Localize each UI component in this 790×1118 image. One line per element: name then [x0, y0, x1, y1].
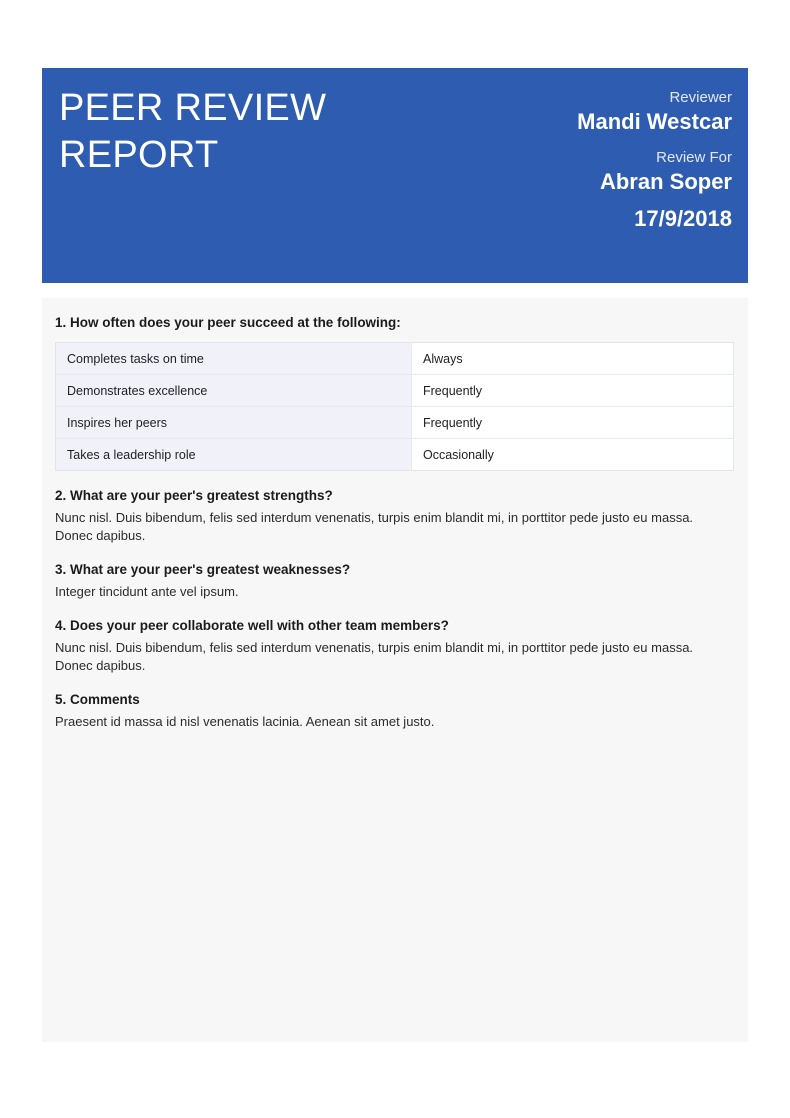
rating-value: Occasionally	[412, 439, 734, 471]
report-body-panel	[42, 298, 748, 1042]
question-heading: 4. Does your peer collaborate well with other team members?	[55, 618, 449, 633]
question-block-2	[55, 487, 732, 545]
question-block-5	[55, 691, 732, 731]
question-heading: 2. What are your peer's greatest strengths?	[55, 488, 333, 503]
question-answer: Nunc nisl. Duis bibendum, felis sed interdum venenatis, turpis enim blandit mi, in porttitor pede justo eu massa. Donec dapibus.	[55, 640, 694, 673]
reviewer-name: Mandi Westcar	[577, 109, 732, 134]
review-date: 17/9/2018	[634, 206, 732, 231]
review-for-name: Abran Soper	[599, 169, 732, 194]
report-header-banner	[42, 68, 748, 283]
rating-criterion-label: Demonstrates excellence	[56, 375, 412, 407]
page-title-line-1: PEER REVIEW	[59, 87, 327, 129]
question-heading: 5. Comments	[55, 692, 140, 707]
question-answer: Praesent id massa id nisl venenatis lacinia. Aenean sit amet justo.	[55, 714, 435, 729]
rating-value: Frequently	[412, 375, 734, 407]
question-answer: Integer tincidunt ante vel ipsum.	[55, 584, 239, 599]
page-title	[42, 68, 326, 283]
question-heading: 1. How often does your peer succeed at the following:	[55, 315, 401, 330]
question-block-3	[55, 561, 732, 601]
table-row	[56, 439, 734, 471]
rating-value: Always	[412, 343, 734, 375]
rating-criterion-label: Inspires her peers	[56, 407, 412, 439]
table-row	[56, 343, 734, 375]
rating-value: Frequently	[412, 407, 734, 439]
question-heading: 3. What are your peer's greatest weaknesses?	[55, 562, 351, 577]
rating-table	[55, 342, 734, 471]
rating-criterion-label: Takes a leadership role	[56, 439, 412, 471]
rating-criterion-label: Completes tasks on time	[56, 343, 412, 375]
reviewer-label: Reviewer	[669, 89, 732, 106]
question-answer: Nunc nisl. Duis bibendum, felis sed interdum venenatis, turpis enim blandit mi, in porttitor pede justo eu massa. Donec dapibus.	[55, 510, 694, 543]
page-title-line-2: REPORT	[59, 134, 219, 176]
question-block-4	[55, 617, 732, 675]
table-row	[56, 407, 734, 439]
header-meta-block	[577, 68, 748, 283]
question-block-1	[55, 314, 732, 471]
review-for-label: Review For	[656, 149, 732, 166]
table-row	[56, 375, 734, 407]
